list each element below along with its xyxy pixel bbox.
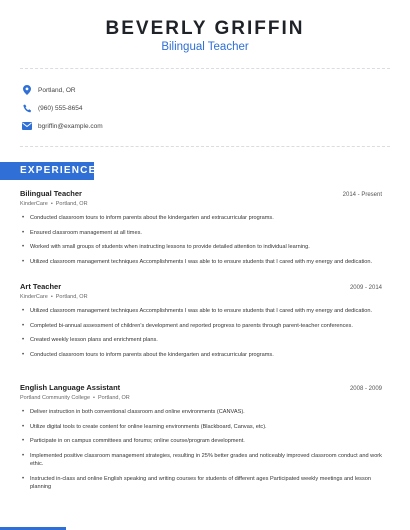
header-divider [20,68,390,69]
list-item: • Deliver instruction in both conventional classroom and online environments (CANVAS). [20,408,382,417]
location-text: Portland, OR [38,86,76,94]
job-title: Art Teacher [20,282,62,291]
list-item: • Ensured classroom management at all times. [20,229,382,238]
list-item: • Instructed in-class and online English speaking and writing courses for students of different ages Participated weekly meetings and lesson planning [20,475,382,492]
job-employer: Portland Community College • Portland, OR [20,395,130,401]
phone-text: (960) 555-8654 [38,104,83,112]
contact-phone [20,101,390,115]
job-title: Bilingual Teacher [20,189,82,198]
contact-email [20,119,390,133]
list-item: • Conducted classroom tours to inform parents about the kindergarten and extracurricular programs. [20,351,382,360]
job-dates: 2014 - Present [342,192,382,198]
job-title: English Language Assistant [20,383,121,392]
job-company: KinderCare [20,201,48,207]
email-text: bgriffin@example.com [38,122,103,130]
map-pin-icon [20,83,34,97]
candidate-name: BEVERLY GRIFFIN [105,18,305,39]
job-bullets [20,408,382,492]
job-bullets [20,214,382,266]
list-item: • Completed bi-annual assessment of children's development and reported progress to parents through parent-teacher conferences. [20,322,382,331]
contact-divider [20,146,390,147]
contact-location [20,83,390,97]
job-company: KinderCare [20,294,48,300]
job-entry [20,383,382,492]
job-location: Portland, OR [55,294,88,300]
job-bullets [20,307,382,359]
job-location: Portland, OR [55,201,88,207]
job-dates: 2008 - 2009 [349,386,382,392]
experience-heading: EXPERIENCE [0,162,94,180]
job-employer: KinderCare • Portland, OR [20,294,88,300]
job-employer: KinderCare • Portland, OR [20,201,88,207]
list-item: • Conducted classroom tours to inform parents about the kindergarten and extracurricular programs. [20,214,382,223]
job-entry [20,282,382,359]
job-dates: 2009 - 2014 [349,285,382,291]
phone-icon [20,101,34,115]
candidate-title: Bilingual Teacher [161,41,249,53]
job-location: Portland, OR [97,395,130,401]
list-item: • Created weekly lesson plans and enrichment plans. [20,336,382,345]
job-entry [20,189,382,266]
list-item: • Participate in on campus committees and forums; online course/program development. [20,437,382,446]
envelope-icon [20,119,34,133]
list-item: • Utilized classroom management techniques Accomplishments I was able to to ensure students that I cared with my energy and dedication. [20,307,382,316]
list-item: • Implemented positive classroom management strategies, resulting in 25% better grades and noticeably improved classroom conduct and work ethic. [20,452,382,469]
list-item: • Worked with small groups of students when instructing lessons to provide detailed attention to individual learning. [20,243,382,252]
list-item: • Utilized classroom management techniques Accomplishments I was able to to ensure students that I cared with my energy and dedication. [20,258,382,267]
job-company: Portland Community College [20,395,91,401]
list-item: • Utilize digital tools to create content for online learning environments (Blackboard, Canvas, etc). [20,423,382,432]
